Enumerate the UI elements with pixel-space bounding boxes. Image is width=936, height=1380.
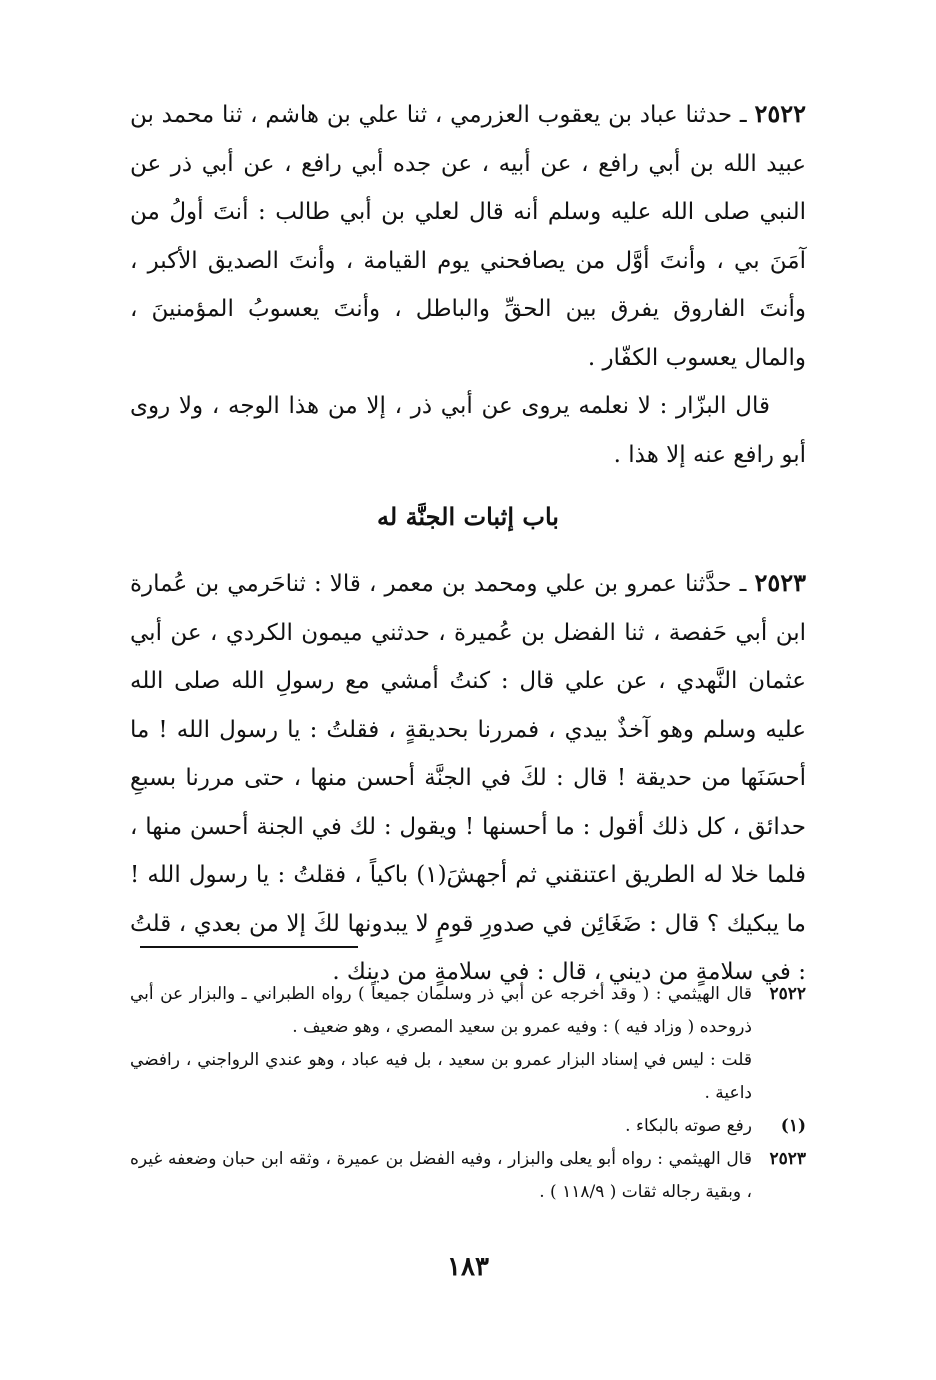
hadith-2523 <box>130 559 806 997</box>
footnote-number: (١) <box>780 1116 806 1136</box>
page-number: ١٨٣ <box>447 1252 489 1282</box>
footnote-line: قال الهيثمي : ( وقد أخرجه عن أبي ذر وسلمان جميعاً ) رواه الطبراني ـ والبزار عن أبي ذروحده ( وزاد فيه ) : وفيه عمرو بن سعيد المصري ، وهو ضعيف . <box>130 984 752 1037</box>
hadith-text: ـ حدثنا عباد بن يعقوب العزرمي ، ثنا علي بن هاشم ، ثنا محمد بن عبيد الله بن أبي رافع ، عن أبيه ، عن جده أبي رافع ، عن أبي ذر عن النبي صلى الله عليه وسلم أنه قال لعلي بن أبي طالب : أنتَ أولُ من آمَنَ بي ، وأنتَ أوَّل من يصافحني يوم القيامة ، وأنتَ الصديق الأكبر ، وأنتَ الفاروق يفرق بين الحقِّ والباطل ، وأنتَ يعسوبُ المؤمنينَ ، والمال يعسوب الكفّار . <box>130 102 806 371</box>
footnote-line: رفع صوته بالبكاء . <box>625 1116 752 1136</box>
footnote-number: ٢٥٢٣ <box>769 1149 806 1169</box>
hadith-number: ٢٥٢٣ <box>754 568 807 597</box>
chapter-title: باب إثبات الجنَّة له <box>377 502 559 531</box>
hadith-2522 <box>130 90 806 382</box>
hadith-2522-comment: قال البزّار : لا نعلمه يروى عن أبي ذر ، إلا من هذا الوجه ، ولا روى أبو رافع عنه إلا هذا . <box>130 393 806 468</box>
footnote-1 <box>130 1110 806 1143</box>
main-text <box>130 90 806 997</box>
footnotes <box>130 978 806 1209</box>
hadith-text: ـ حدَّثنا عمرو بن علي ومحمد بن معمر ، قالا : ثناحَرمي بن عُمارة ابن أبي حَفصة ، ثنا الفضل بن عُميرة ، حدثني ميمون الكردي ، عن أبي عثمان النَّهدي ، عن علي قال : كنتُ أمشي مع رسولِ الله صلى الله عليه وسلم وهو آخذٌ بيدي ، فمررنا بحديقةٍ ، فقلتُ : يا رسول الله ! ما أحسَنَها من حديقة ! قال : لكَ في الجنَّة أحسن منها ، حتى مررنا بسبعِ حدائق ، كل ذلك أقول : ما أحسنها ! ويقول : لك في الجنة أحسن منها ، فلما خلا له الطريق اعتنقني ثم أجهشَ(١) باكياً ، فقلتُ : يا رسول الله ! ما يبكيك ؟ قال : ضَغَائِن في صدورِ قومٍ لا يبدونها لكَ إلا من بعدي ، قلتُ : في سلامةٍ من ديني ، قال : في سلامةٍ من دينك . <box>130 571 806 985</box>
footnote-number: ٢٥٢٢ <box>769 984 806 1004</box>
footnote-line: قال الهيثمي : رواه أبو يعلى والبزار ، وفيه الفضل بن عميرة ، وثقه ابن حبان وضعفه غيره ، وبقية رجاله ثقات ( ١١٨/٩ ) . <box>130 1149 752 1202</box>
footnote-divider <box>140 946 358 948</box>
hadith-number: ٢٥٢٢ <box>754 99 806 128</box>
footnote-2522 <box>130 978 806 1110</box>
footnote-line: قلت : ليس في إسناد البزار عمرو بن سعيد ، بل فيه عباد ، وهو عندي الرواجني ، رافضي داعية . <box>130 1050 752 1103</box>
footnote-2523 <box>130 1143 806 1209</box>
